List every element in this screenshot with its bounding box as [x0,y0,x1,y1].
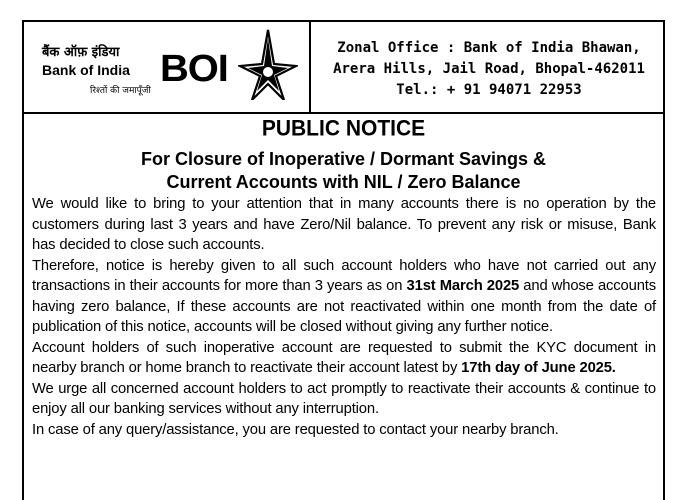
notice-body [32,194,656,440]
header-divider [309,22,311,112]
zonal-office-address [314,38,664,101]
address-line-1: Zonal Office : Bank of India Bhawan, [337,40,641,56]
paragraph-notice-text-a: Therefore, notice is hereby given to all such account holders who have not carried out any transactions in their accounts for more than 3 years as on [32,257,656,294]
paragraph-intro: We would like to bring to your attention that in many accounts there is no operation by the customers during last 3 years and have Zero/Nil balance. To prevent any risk or misuse, Bank has decided to close such accounts. [32,196,656,253]
reactivation-deadline: 17th day of June 2025. [461,360,616,376]
notice-title: PUBLIC NOTICE [261,116,426,141]
star-icon [238,28,298,100]
paragraph-notice-text-b: and whose accounts having zero balance, If these accounts are not reactivated within one month from the date of publication of this notice, accounts will be closed without giving any further notice. [32,278,656,335]
boi-brand-mark: BOI [160,48,228,90]
paragraph-contact: In case of any query/assistance, you are requested to contact your nearby branch. [32,421,559,438]
bank-name-english: Bank of India [42,62,130,78]
notice-frame [22,20,665,500]
subtitle-line-1: For Closure of Inoperative / Dormant Savings & [140,149,547,169]
paragraph-kyc [32,338,656,379]
bank-logo [32,30,302,110]
cutoff-date: 31st March 2025 [406,278,520,294]
paragraph-urge: We urge all concerned account holders to act promptly to reactivate their accounts & continue to enjoy all our banking services without any interruption. [32,380,656,417]
paragraph-notice [32,256,656,338]
subtitle-line-2: Current Accounts with NIL / Zero Balance [166,172,521,192]
bank-name-hindi: बैंक ऑफ़ इंडिया [42,45,120,60]
telephone-line: Tel.: + 91 94071 22953 [396,82,582,98]
address-line-2: Arera Hills, Jail Road, Bhopal-462011 [333,61,645,77]
tagline-hindi: रिश्तों की जमापूँजी [90,86,151,96]
notice-header [24,22,663,114]
notice-subtitle [24,148,663,194]
paragraph-kyc-text: Account holders of such inoperative account are requested to submit the KYC document in nearby branch or home branch to reactivate their account latest by [32,339,656,376]
